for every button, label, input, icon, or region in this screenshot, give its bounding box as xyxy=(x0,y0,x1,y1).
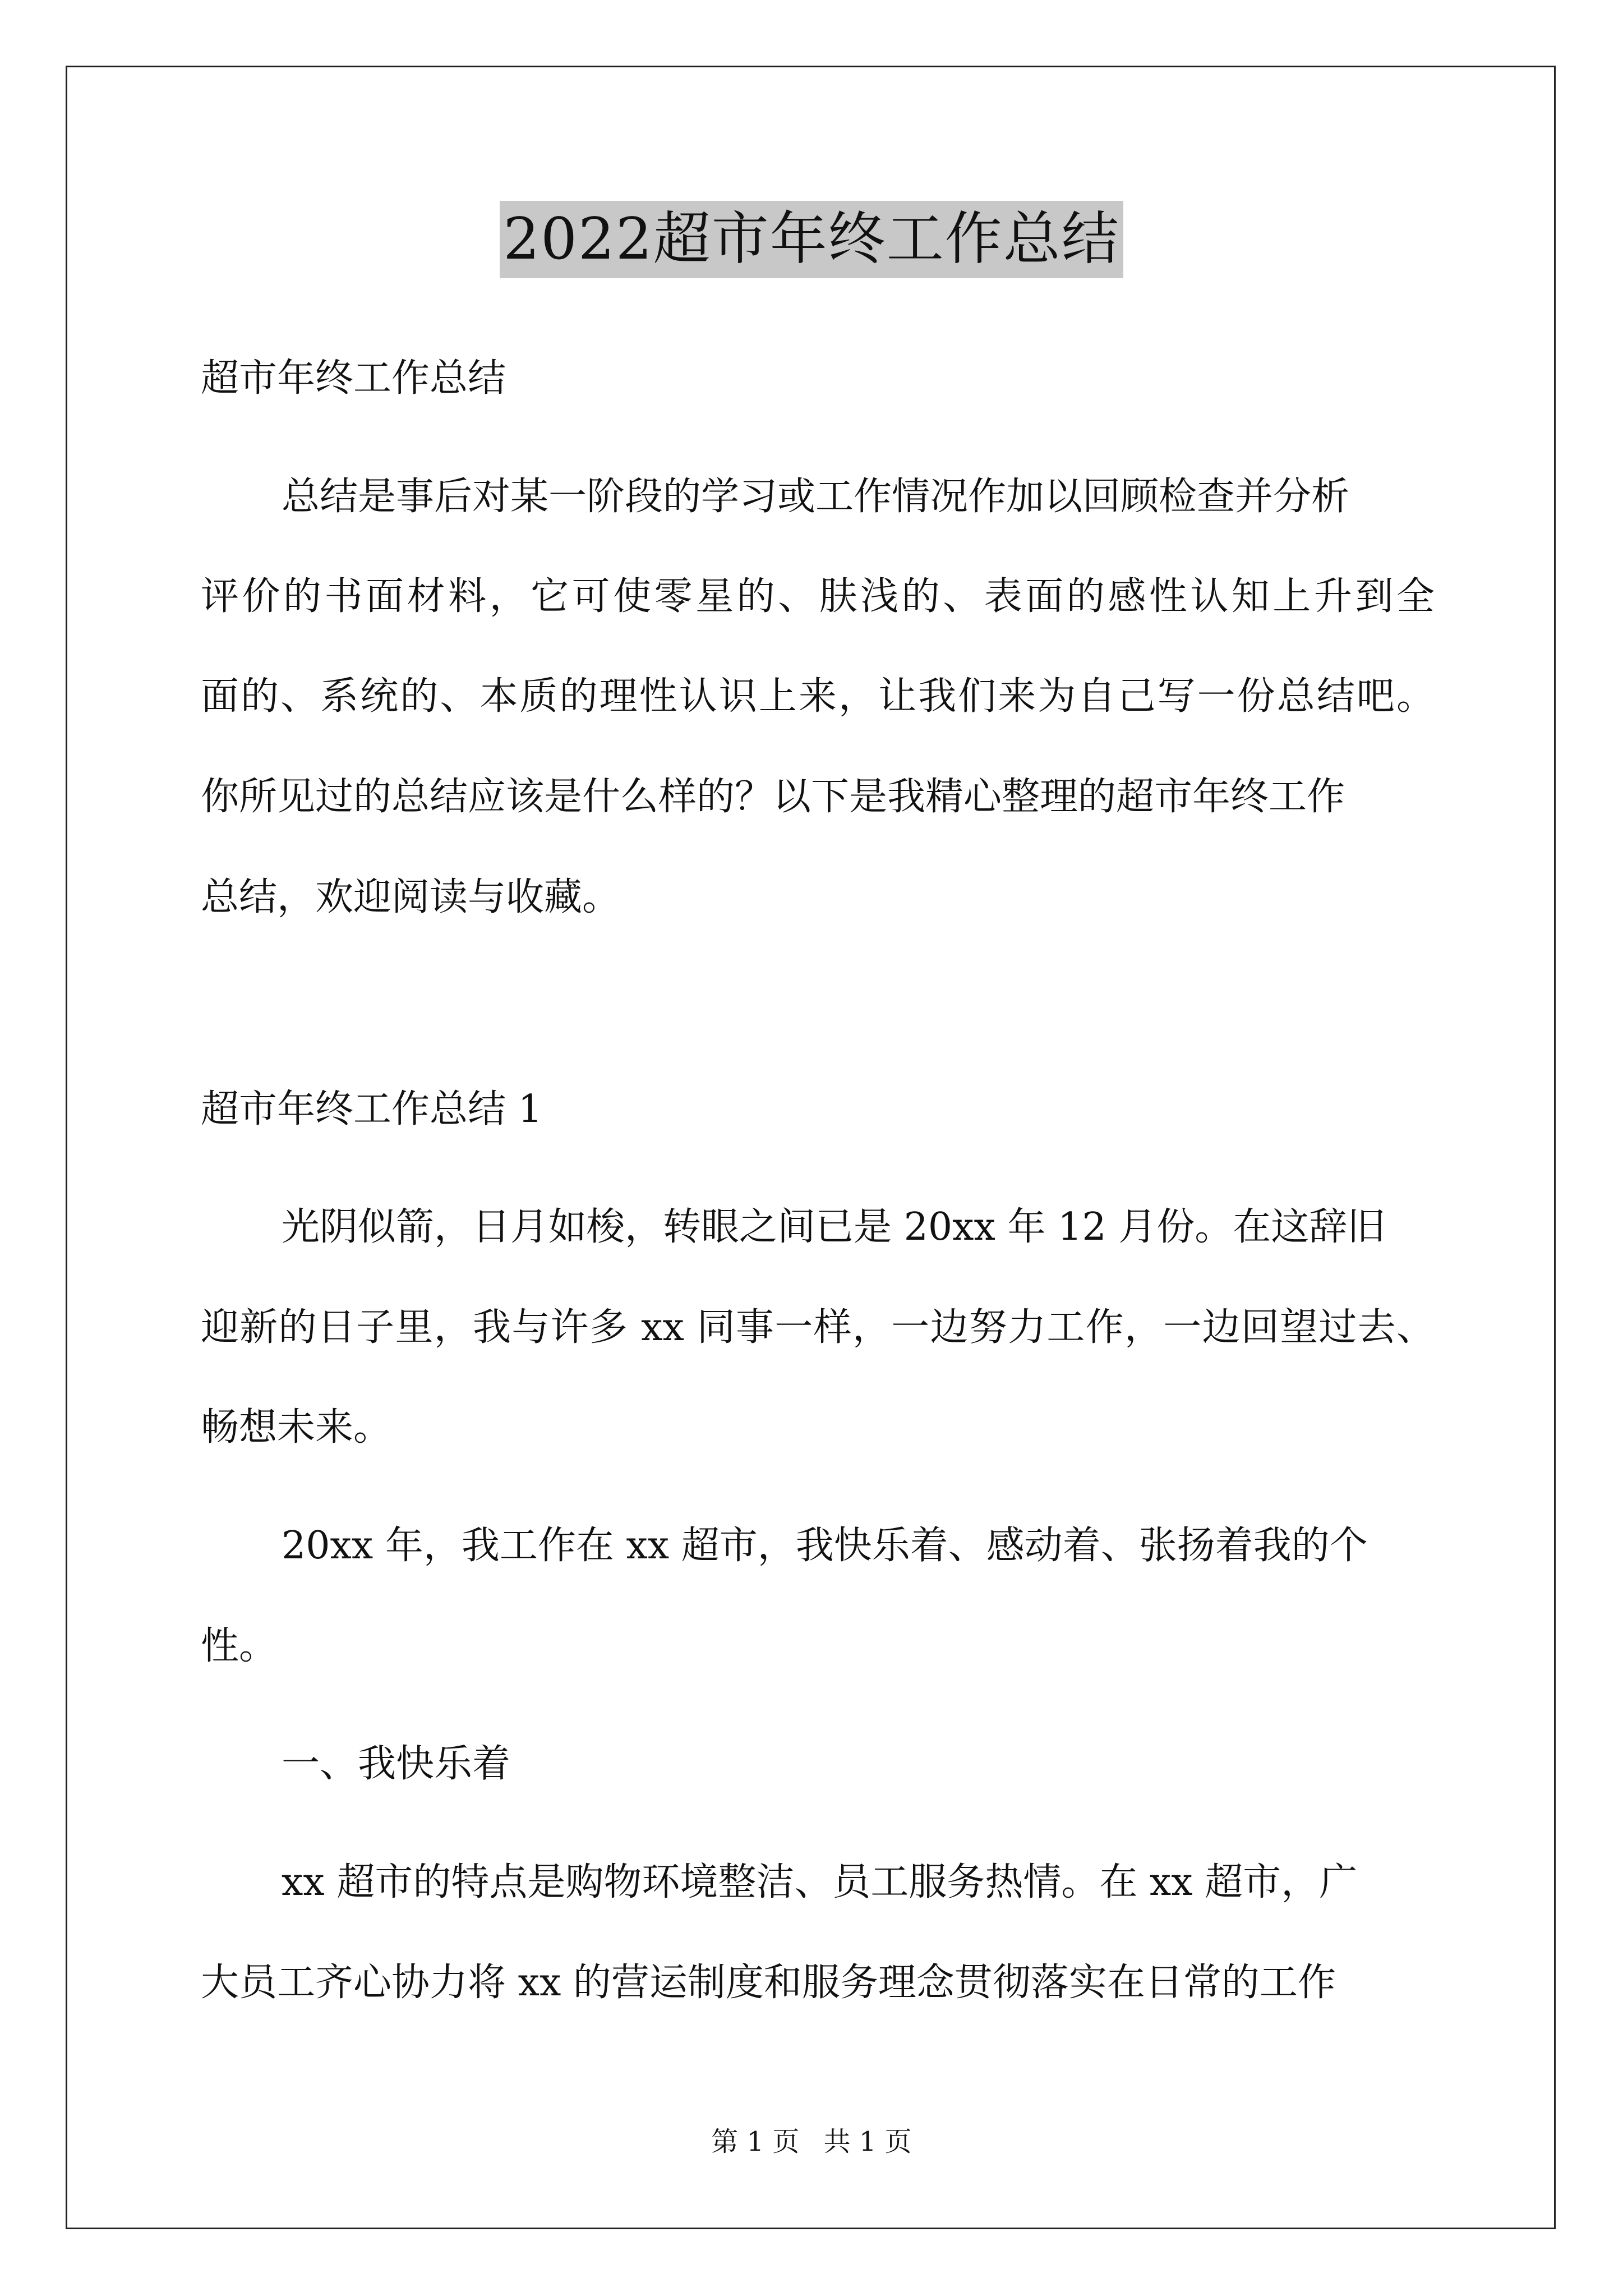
paragraph-line: 评价的书面材料，它可使零星的、肤浅的、表面的感性认知上升到全 xyxy=(201,574,1435,619)
title-container xyxy=(0,201,1623,278)
paragraph-line: 光阴似箭，日月如梭，转眼之间已是 20xx 年 12 月份。在这辞旧 xyxy=(282,1205,1386,1249)
paragraph-line: 总结，欢迎阅读与收藏。 xyxy=(201,875,621,919)
subsection-heading: 一、我快乐着 xyxy=(282,1742,511,1786)
paragraph-line: 畅想未来。 xyxy=(201,1405,392,1450)
paragraph-line: 20xx 年，我工作在 xx 超市，我快乐着、感动着、张扬着我的个 xyxy=(282,1524,1368,1568)
page-total: 共 1 页 xyxy=(823,2126,912,2157)
paragraph-line: 大员工齐心协力将 xx 的营运制度和服务理念贯彻落实在日常的工作 xyxy=(201,1961,1336,2005)
page-number: 第 1 页 xyxy=(711,2126,800,2157)
page-footer xyxy=(0,2125,1623,2159)
paragraph-line: 你所见过的总结应该是什么样的？以下是我精心整理的超市年终工作 xyxy=(201,775,1345,819)
paragraph-line: xx 超市的特点是购物环境整洁、员工服务热情。在 xx 超市，广 xyxy=(282,1860,1358,1904)
paragraph-line: 性。 xyxy=(201,1624,278,1668)
paragraph-line: 面的、系统的、本质的理性认识上来，让我们来为自己写一份总结吧。 xyxy=(201,674,1435,719)
document-title: 2022超市年终工作总结 xyxy=(500,201,1123,278)
paragraph-line: 迎新的日子里，我与许多 xx 同事一样，一边努力工作，一边回望过去、 xyxy=(201,1305,1435,1350)
section-heading: 超市年终工作总结 xyxy=(201,356,506,401)
paragraph-line: 总结是事后对某一阶段的学习或工作情况作加以回顾检查并分析 xyxy=(282,475,1350,519)
section-heading: 超市年终工作总结 1 xyxy=(201,1087,542,1131)
